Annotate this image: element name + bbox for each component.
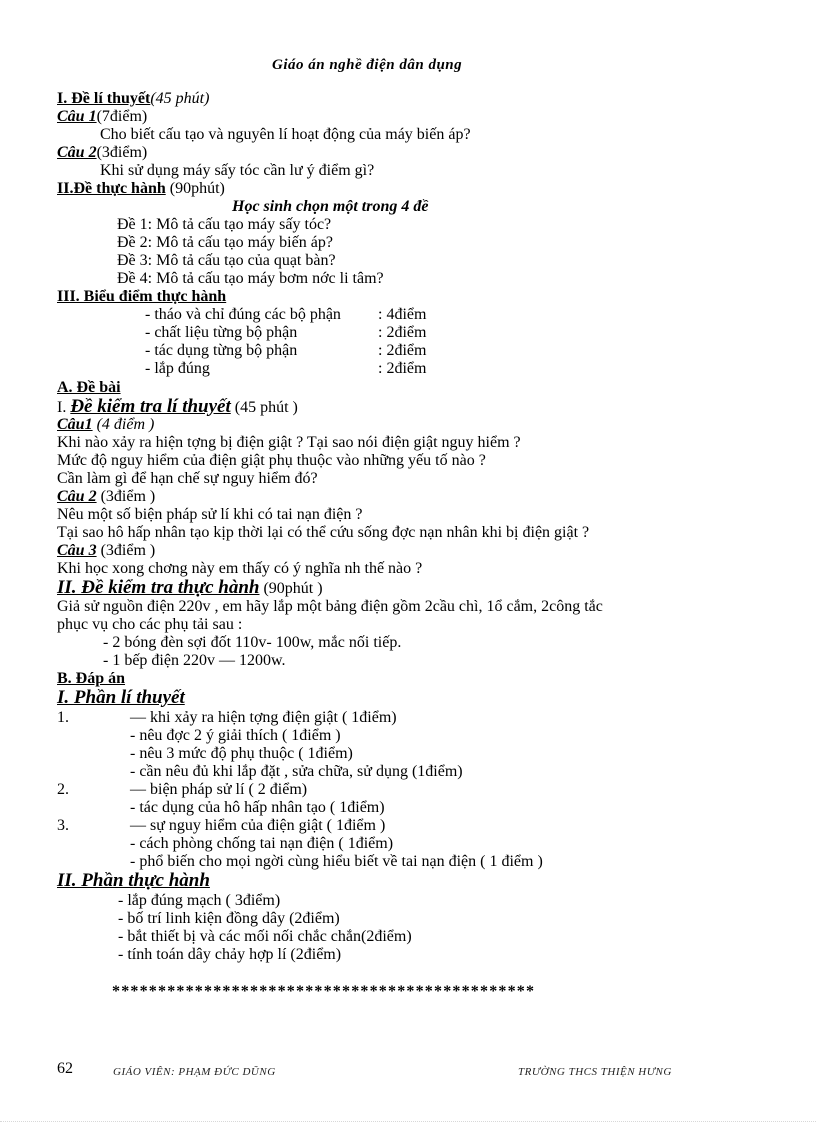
grading-row-label: - tháo và chỉ đúng các bộ phận: [145, 306, 341, 323]
part-a-practice-time: (90phút ): [263, 580, 323, 597]
part-a-q3-points: (3điểm ): [100, 542, 156, 559]
practice-option: Đề 1: Mô tả cấu tạo máy sấy tóc?: [117, 216, 332, 233]
part-a-q3-heading: [57, 542, 155, 560]
grading-row-label: - lắp đúng: [145, 360, 210, 377]
part-a-q3-label: Câu 3: [57, 542, 97, 559]
practice-answer-line: - lắp đúng mạch ( 3điểm): [118, 892, 281, 909]
part-b-heading: B. Đáp án: [57, 670, 126, 687]
answer-line: — biện pháp sử lí ( 2 điểm): [130, 781, 308, 798]
part-a-practice-line: phục vụ cho các phụ tải sau :: [57, 616, 243, 633]
question-2-heading: [57, 144, 147, 162]
grading-row-score: : 2điểm: [378, 324, 427, 341]
practice-exam-heading: [57, 180, 225, 198]
choose-subtitle: Học sinh chọn một trong 4 đề: [232, 198, 429, 215]
part-a-q1-line: Cần làm gì để hạn chế sự nguy hiểm đó?: [57, 470, 318, 487]
practice-answer-line: - bố trí linh kiện đồng dây (2điểm): [118, 910, 340, 927]
practice-option: Đề 2: Mô tả cấu tạo máy biến áp?: [117, 234, 333, 251]
part-a-q1-line: Khi nào xảy ra hiện tợng bị điện giật ? Tại sao nói điện giật nguy hiểm ?: [57, 434, 521, 451]
part-a-theory-time: (45 phút ): [234, 399, 298, 416]
part-a-q2-line: Tại sao hô hấp nhân tạo kịp thời lại có thể cứu sống đợc nạn nhân khi bị điện giật ?: [57, 524, 590, 541]
grading-row-score: : 2điểm: [378, 342, 427, 359]
question-1-points: (7điểm): [96, 108, 148, 125]
answer-number: 3.: [57, 817, 69, 834]
question-2-text: Khi sử dụng máy sấy tóc cần lư ý điểm gì?: [100, 162, 375, 179]
part-a-q1-label: Câu1: [57, 416, 93, 433]
part-a-q2-line: Nêu một số biện pháp sử lí khi có tai nạn điện ?: [57, 506, 363, 523]
theory-exam-heading: [57, 90, 209, 108]
page-number: 62: [57, 1060, 73, 1077]
practice-answer-line: - bắt thiết bị và các mối nối chắc chắn(2điểm): [118, 928, 412, 945]
part-a-q2-points: (3điểm ): [100, 488, 156, 505]
answer-number: 1.: [57, 709, 69, 726]
part-a-q1-heading: [57, 416, 154, 434]
answer-line: — khi xảy ra hiện tợng điện giật ( 1điểm): [130, 709, 397, 726]
question-1-label: Câu 1: [57, 108, 97, 125]
question-1-text: Cho biết cấu tạo và nguyên lí hoạt động của máy biến áp?: [100, 126, 471, 143]
part-a-practice-heading: [57, 578, 323, 598]
answer-line: - cách phòng chống tai nạn điện ( 1điểm): [130, 835, 394, 852]
theory-exam-title: I. Đề lí thuyết: [57, 90, 151, 107]
part-a-load-item: - 1 bếp điện 220v — 1200w.: [103, 652, 286, 669]
part-a-theory-prefix: I.: [57, 399, 67, 416]
answer-number: 2.: [57, 781, 69, 798]
question-2-label: Câu 2: [57, 144, 97, 161]
answer-line: - nêu 3 mức độ phụ thuộc ( 1điểm): [130, 745, 353, 762]
grading-heading: III. Biểu điểm thực hành: [57, 288, 227, 305]
part-a-theory-heading: [57, 397, 298, 417]
part-a-theory-title: Đề kiểm tra lí thuyết: [70, 396, 231, 417]
part-a-q1-points: (4 điểm ): [96, 416, 155, 433]
practice-exam-time: (90phút): [169, 180, 225, 197]
answer-line: - tác dụng của hô hấp nhân tạo ( 1điểm): [130, 799, 385, 816]
question-2-points: (3điểm): [96, 144, 148, 161]
answer-line: - nêu đợc 2 ý giải thích ( 1điểm ): [130, 727, 341, 744]
practice-option: Đề 4: Mô tả cấu tạo máy bơm nớc li tâm?: [117, 270, 384, 287]
answer-line: — sự nguy hiểm của điện giật ( 1điểm ): [130, 817, 386, 834]
question-1-heading: [57, 108, 147, 126]
part-b-theory-title: I. Phần lí thuyết: [57, 687, 185, 708]
part-a-practice-title: II. Đề kiểm tra thực hành: [57, 577, 260, 598]
part-a-load-item: - 2 bóng đèn sợi đốt 110v- 100w, mắc nối tiếp.: [103, 634, 402, 651]
practice-exam-title: II.Đề thực hành: [57, 180, 166, 197]
grading-row-score: : 4điểm: [378, 306, 427, 323]
running-header: Giáo án nghề điện dân dụng: [272, 57, 463, 73]
part-a-q2-heading: [57, 488, 155, 506]
theory-exam-time: (45 phút): [150, 90, 210, 107]
part-a-q1-line: Mức độ nguy hiểm của điện giật phụ thuộc vào những yếu tố nào ?: [57, 452, 486, 469]
star-separator: **********************************************: [112, 983, 536, 1000]
footer-teacher: GIÁO VIÊN: PHẠM ĐỨC DŨNG: [113, 1066, 276, 1078]
part-a-q2-label: Câu 2: [57, 488, 97, 505]
grading-row-label: - chất liệu từng bộ phận: [145, 324, 298, 341]
part-a-practice-line: Giả sử nguồn điện 220v , em hãy lắp một bảng điện gồm 2cầu chì, 1ổ cắm, 2công tắc: [57, 598, 603, 615]
part-b-practice-title: II. Phần thực hành: [57, 870, 210, 891]
answer-line: - phổ biến cho mọi ngời cùng hiểu biết về tai nạn điện ( 1 điểm ): [130, 853, 543, 870]
practice-option: Đề 3: Mô tả cấu tạo của quạt bàn?: [117, 252, 336, 269]
part-a-q3-line: Khi học xong chơng này em thấy có ý nghĩa nh thế nào ?: [57, 560, 423, 577]
grading-row-score: : 2điểm: [378, 360, 427, 377]
page-bottom-edge: [0, 1121, 816, 1122]
answer-line: - cần nêu đủ khi lắp đặt , sửa chữa, sử dụng (1điểm): [130, 763, 463, 780]
practice-answer-line: - tính toán dây chảy hợp lí (2điểm): [118, 946, 342, 963]
part-a-heading: A. Đề bài: [57, 379, 121, 396]
grading-row-label: - tác dụng từng bộ phận: [145, 342, 298, 359]
footer-school: TRƯỜNG THCS THIỆN HƯNG: [518, 1066, 672, 1078]
